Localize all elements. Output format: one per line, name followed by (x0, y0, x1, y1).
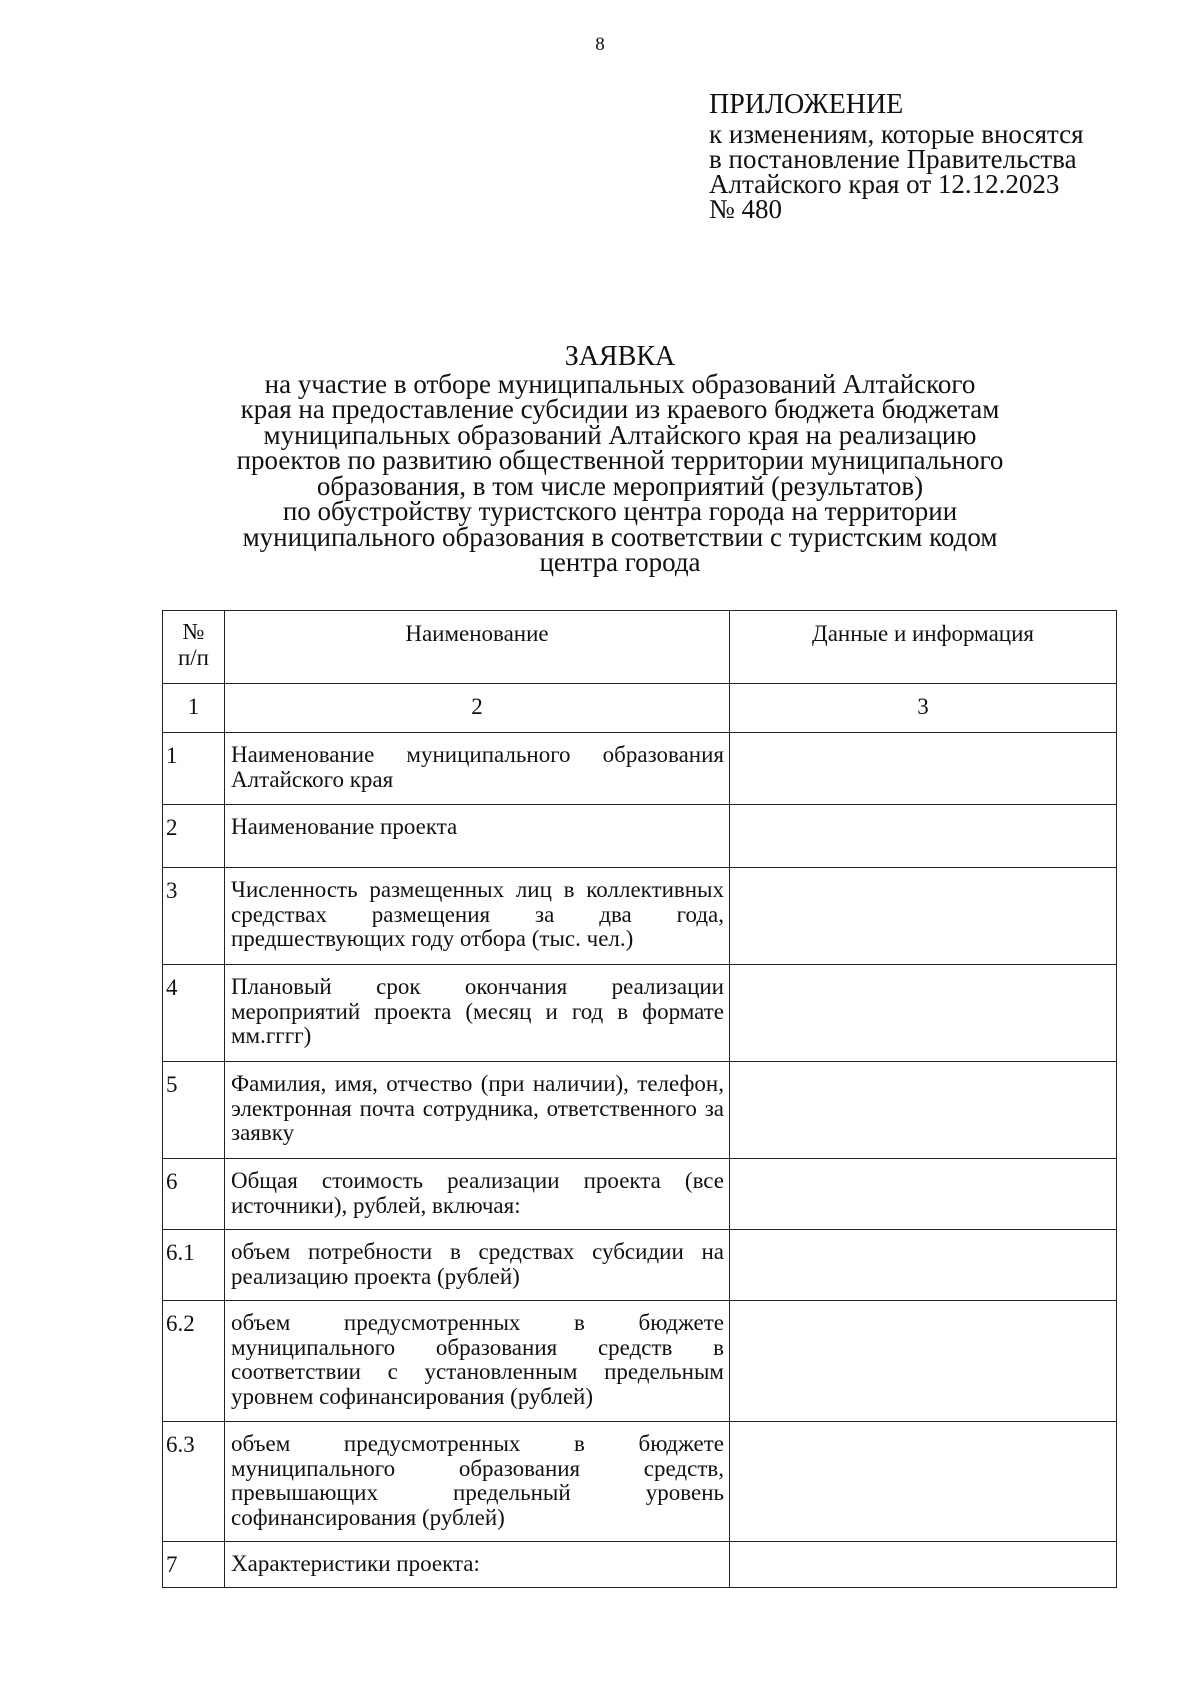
appendix-block (709, 89, 1179, 224)
header-name: Наименование (225, 611, 730, 684)
table-row (163, 1422, 1117, 1542)
row-value[interactable] (730, 805, 1117, 868)
subtitle-line: центра города (539, 547, 701, 577)
row-number: 6.2 (163, 1301, 225, 1422)
table-row (163, 868, 1117, 965)
row-name: Плановый срок окончания реализации мероприятий проекта (месяц и год в формате мм.гггг) (225, 965, 730, 1062)
row-value[interactable] (730, 1230, 1117, 1301)
subtitle-line: по обустройству туристского центра города на территории (282, 496, 958, 526)
table-row (163, 965, 1117, 1062)
table-row (163, 1230, 1117, 1301)
table-header-row (163, 611, 1117, 684)
row-name: Наименование муниципального образования Алтайского края (225, 733, 730, 805)
row-value[interactable] (730, 733, 1117, 805)
subtitle-line: муниципальных образований Алтайского края на реализацию (263, 419, 977, 450)
row-number: 6 (163, 1159, 225, 1230)
table-row (163, 1542, 1117, 1588)
subtitle-line: образования, в том числе мероприятий (результатов) (316, 470, 924, 501)
row-number: 3 (163, 868, 225, 965)
row-number: 2 (163, 805, 225, 868)
table-row (163, 1062, 1117, 1159)
row-value[interactable] (730, 868, 1117, 965)
appendix-line: Алтайского края от 12.12.2023 (709, 169, 1060, 199)
row-value[interactable] (730, 1062, 1117, 1159)
appendix-title: ПРИЛОЖЕНИЕ (709, 89, 904, 120)
subtitle-line: муниципального образования в соответствии с туристским кодом (242, 521, 998, 552)
column-number: 3 (730, 684, 1117, 733)
row-number: 4 (163, 965, 225, 1062)
table-row (163, 1301, 1117, 1422)
header-number: № п/п (163, 611, 225, 684)
row-name: Фамилия, имя, отчество (при наличии), телефон, электронная почта сотрудника, ответственного за заявку (225, 1062, 730, 1159)
subtitle-line: края на предоставление субсидии из краевого бюджета бюджетам (240, 394, 1000, 424)
appendix-line: в постановление Правительства (709, 144, 1077, 174)
subtitle-line: проектов по развитию общественной территории муниципального (236, 445, 1004, 475)
column-number: 2 (225, 684, 730, 733)
document-heading (160, 341, 1080, 577)
subtitle-line: на участие в отборе муниципальных образований Алтайского (264, 368, 976, 399)
document-title: ЗАЯВКА (564, 341, 676, 372)
application-form-table (162, 610, 1117, 1588)
row-number: 7 (163, 1542, 225, 1588)
row-number: 1 (163, 733, 225, 805)
row-value[interactable] (730, 965, 1117, 1062)
column-number-row (163, 684, 1117, 733)
row-value[interactable] (730, 1542, 1117, 1588)
row-name: Общая стоимость реализации проекта (все источники), рублей, включая: (225, 1159, 730, 1230)
table-row (163, 1159, 1117, 1230)
row-name: Наименование проекта (225, 805, 730, 868)
page-number: 8 (595, 34, 605, 55)
appendix-line: № 480 (709, 194, 783, 224)
header-data: Данные и информация (730, 611, 1117, 684)
row-number: 5 (163, 1062, 225, 1159)
table-row (163, 733, 1117, 805)
row-value[interactable] (730, 1301, 1117, 1422)
row-name: Характеристики проекта: (225, 1542, 730, 1588)
row-value[interactable] (730, 1422, 1117, 1542)
row-number: 6.1 (163, 1230, 225, 1301)
row-value[interactable] (730, 1159, 1117, 1230)
row-name: объем предусмотренных в бюджете муниципального образования средств, превышающих предельный уровень софинансирования (рублей) (225, 1422, 730, 1542)
row-name: объем предусмотренных в бюджете муниципального образования средств в соответствии с установленным предельным уровнем софинансирования (рублей) (225, 1301, 730, 1422)
row-number: 6.3 (163, 1422, 225, 1542)
row-name: объем потребности в средствах субсидии на реализацию проекта (рублей) (225, 1230, 730, 1301)
table-row (163, 805, 1117, 868)
appendix-line: к изменениям, которые вносятся (709, 119, 1084, 149)
row-name: Численность размещенных лиц в коллективных средствах размещения за два года, предшествующих году отбора (тыс. чел.) (225, 868, 730, 965)
column-number: 1 (163, 684, 225, 733)
